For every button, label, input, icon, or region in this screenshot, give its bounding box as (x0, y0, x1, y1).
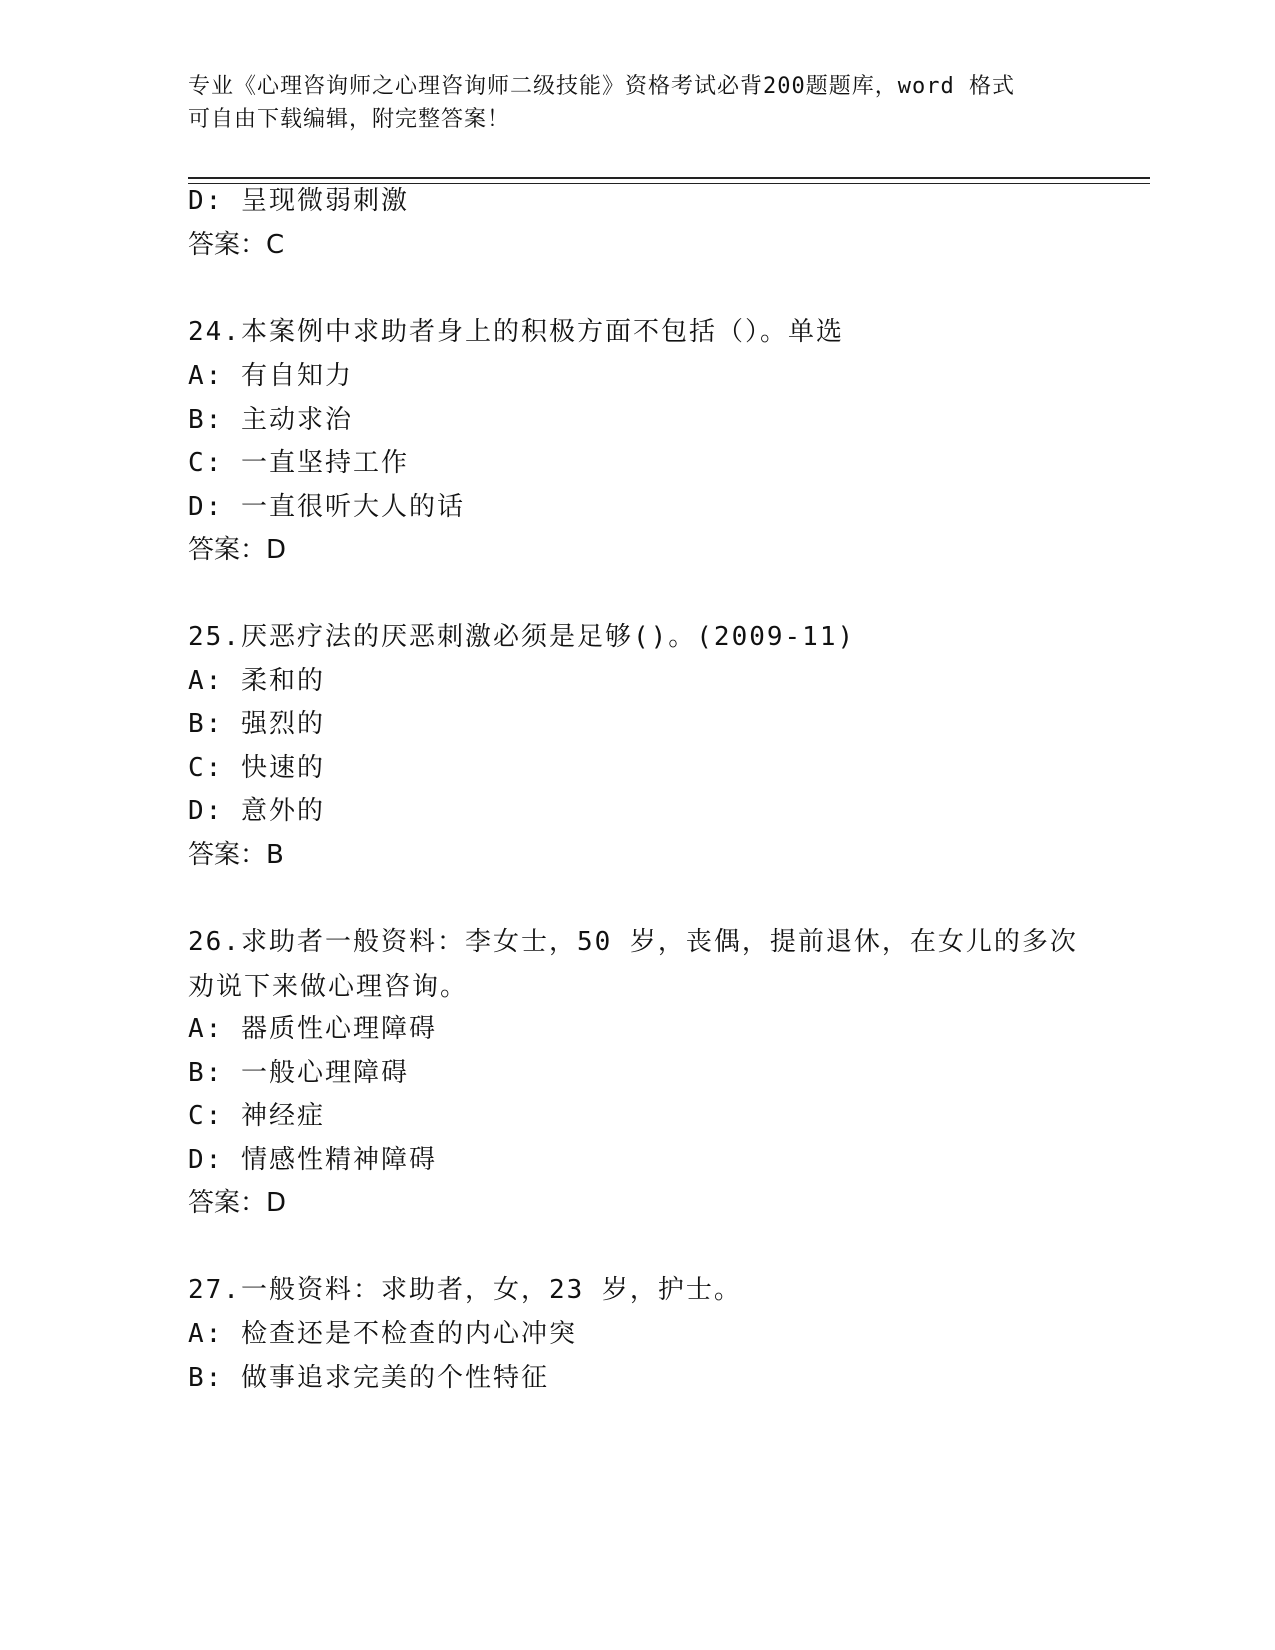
header-divider-thick (188, 177, 1150, 179)
question-24-option-d: D: 一直很听大人的话 (188, 492, 465, 522)
question-25-option-b: B: 强烈的 (188, 709, 325, 739)
question-27-option-a: A: 检查还是不检查的内心冲突 (188, 1319, 577, 1349)
question-26-stem: 26.求助者一般资料：李女士，50 岁，丧偶，提前退休，在女儿的多次劝说下来做心理咨询。 (188, 927, 1078, 1002)
question-25-answer: 答案：B (188, 840, 284, 870)
question-25-stem: 25.厌恶疗法的厌恶刺激必须是足够()。(2009-11) (188, 622, 856, 652)
question-26-option-c: C: 神经症 (188, 1101, 325, 1131)
question-25-option-c: C: 快速的 (188, 753, 325, 783)
question-26-option-a: A: 器质性心理障碍 (188, 1014, 437, 1044)
question-27-option-b: B: 做事追求完美的个性特征 (188, 1363, 549, 1393)
question-26-option-d: D: 情感性精神障碍 (188, 1145, 437, 1175)
question-27-stem: 27.一般资料：求助者，女，23 岁，护士。 (188, 1275, 742, 1305)
question-25-option-a: A: 柔和的 (188, 666, 325, 696)
question-24-option-b: B: 主动求治 (188, 405, 353, 435)
header-line-1: 专业《心理咨询师之心理咨询师二级技能》资格考试必背200题题库，word 格式 (188, 74, 1015, 99)
question-24-option-c: C: 一直坚持工作 (188, 448, 409, 478)
prev-option-d: D: 呈现微弱刺激 (188, 186, 409, 216)
header-line-2: 可自由下载编辑，附完整答案！ (188, 107, 511, 132)
question-26-option-b: B: 一般心理障碍 (188, 1058, 409, 1088)
prev-answer: 答案：C (188, 230, 285, 260)
question-24-option-a: A: 有自知力 (188, 361, 353, 391)
question-24-answer: 答案：D (188, 535, 287, 565)
question-24-stem: 24.本案例中求助者身上的积极方面不包括（）。单选 (188, 317, 844, 347)
question-26-answer: 答案：D (188, 1188, 287, 1218)
question-25-option-d: D: 意外的 (188, 796, 325, 826)
document-header (188, 70, 1088, 136)
